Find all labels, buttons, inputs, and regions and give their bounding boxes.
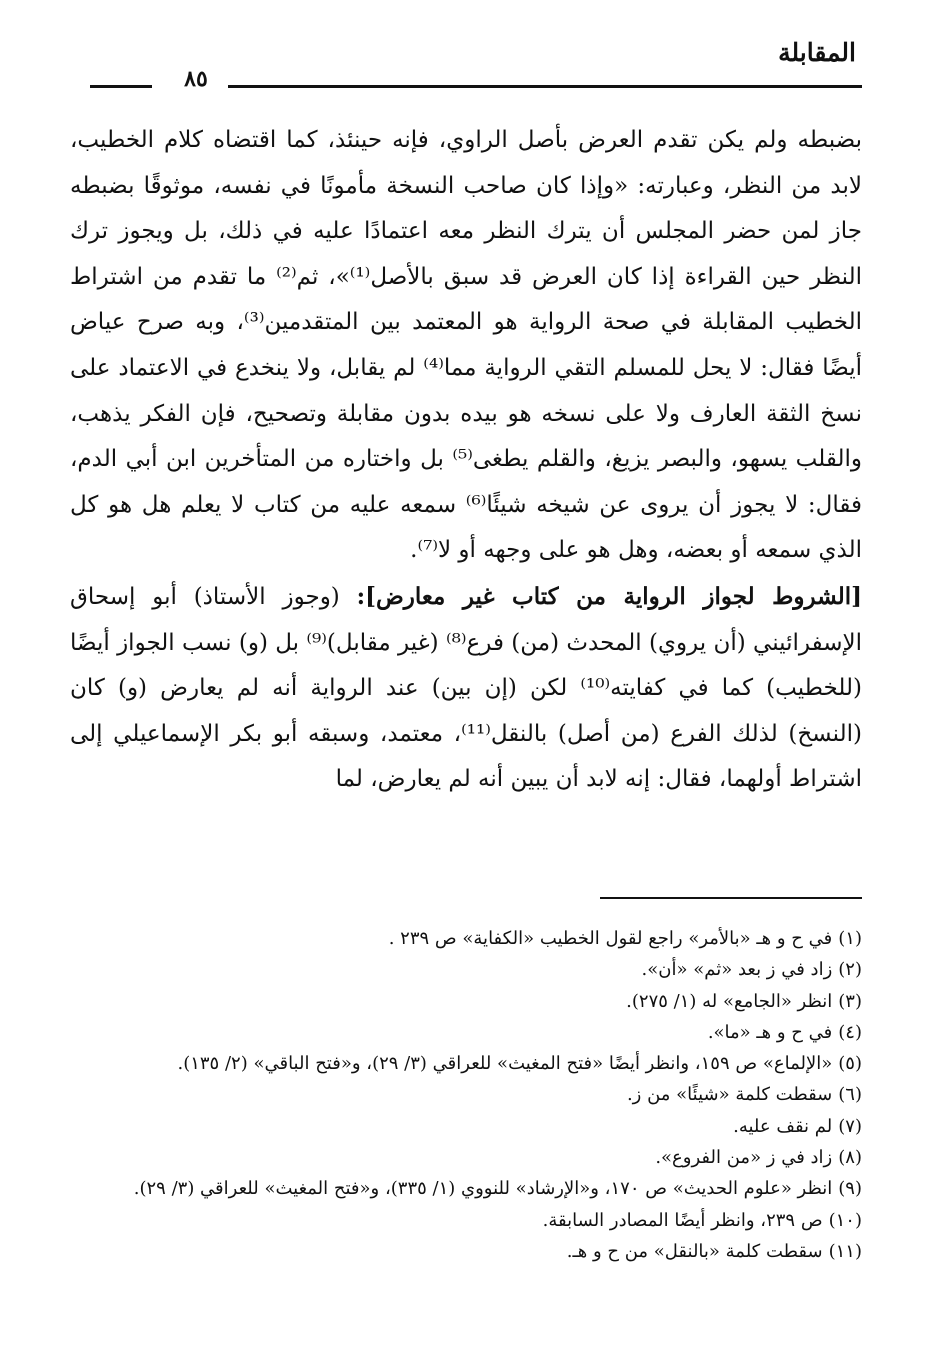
footnote-number: (١) (838, 928, 862, 949)
footnote-text: «الإلماع» ص ١٥٩، وانظر أيضًا «فتح المغيث» للعراقي (٣/ ٢٩)، و«فتح الباقي» (٢/ ١٣٥). (177, 1053, 833, 1075)
footnote (70, 986, 862, 1017)
footnote-number: (٣) (838, 990, 862, 1012)
footnote (70, 1142, 862, 1173)
footnote (70, 923, 862, 954)
section-heading: [الشروط لجواز الرواية من كتاب غير معارض]: (356, 582, 862, 610)
footnote (70, 1111, 862, 1142)
running-title: المقابلة (778, 38, 856, 67)
footnote-text: ص ٢٣٩، وانظر أيضًا المصادر السابقة. (542, 1209, 823, 1231)
footnote (70, 954, 862, 985)
footnote (70, 1173, 862, 1204)
footnote-divider (600, 897, 862, 899)
main-text (70, 118, 862, 803)
footnote-number: (٤) (838, 1021, 862, 1043)
footnote-number: (١٠) (828, 1209, 862, 1231)
footnote-text: سقطت كلمة «بالنقل» من ح و هـ. (566, 1240, 823, 1262)
footnote-text: لم نقف عليه. (733, 1115, 833, 1137)
paragraph (70, 574, 862, 803)
paragraph-text: (وجوز الأستاذ) أبو إسحاق الإسفرائيني (أن يروي) المحدث (من) فرع⁽⁸⁾ (غير مقابل)⁽⁹⁾ بل (و) نسب الجواز أيضًا (للخطيب) كما في كفايته⁽¹⁰⁾ لكن (إن بين) عند الرواية أنه لم يعارض (و) كان (النسخ) لذلك الفرع (من أصل) بالنقل⁽¹¹⁾، معتمد، وسبقه أبو بكر الإسماعيلي إلى اشتراط أولهما، فقال: إنه لابد أن يبين أنه لم يعارض، لما (70, 583, 863, 793)
footnote-text: في ح و هـ «ما». (707, 1021, 833, 1043)
footnote-text: زاد في ز «من الفروع». (655, 1147, 833, 1169)
footnote-number: (٨) (838, 1147, 862, 1169)
footnote-number: (١١) (828, 1240, 862, 1262)
header-rule (228, 85, 862, 88)
footnote-number: (٩) (838, 1178, 862, 1200)
footnote-text: سقطت كلمة «شيئًا» من ز. (626, 1084, 833, 1106)
footnote (70, 1205, 862, 1236)
footnote-list (70, 923, 862, 1267)
footnote (70, 1048, 862, 1079)
footnote-number: (٢) (838, 959, 862, 981)
page-number: ٨٥ (184, 66, 208, 92)
footnote-number: (٥) (838, 1053, 862, 1075)
footnote (70, 1079, 862, 1110)
footnote-number: (٧) (838, 1115, 862, 1137)
footnote-text: انظر «علوم الحديث» ص ١٧٠، و«الإرشاد» للنووي (١/ ٣٣٥)، و«فتح المغيث» للعراقي (٣/ ٢٩). (133, 1178, 833, 1200)
footnote-text: زاد في ز بعد «ثم» «أن». (641, 959, 833, 981)
header-rule-short (90, 85, 152, 88)
footnote-number: (٦) (838, 1084, 862, 1106)
footnote (70, 1236, 862, 1267)
paragraph: بضبطه ولم يكن تقدم العرض بأصل الراوي، فإنه حينئذ، كما اقتضاه كلام الخطيب، لابد من النظر، وعبارته: «وإذا كان صاحب النسخة مأمونًا في نفسه، موثوقًا بضبطه جاز لمن حضر المجلس أن يترك النظر معه اعتمادًا عليه في ذلك، بل ويجوز ترك النظر حين القراءة إذا كان العرض قد سبق بالأصل⁽¹⁾»، ثم⁽²⁾ ما تقدم من اشتراط الخطيب المقابلة في صحة الرواية هو المعتمد بين المتقدمين⁽³⁾، وبه صرح عياض أيضًا فقال: لا يحل للمسلم التقي الرواية مما⁽⁴⁾ لم يقابل، ولا ينخدع في الاعتماد على نسخ الثقة العارف ولا على نسخه هو بيده بدون مقابلة وتصحيح، فإن الفكر يذهب، والقلب يسهو، والبصر يزيغ، والقلم يطغى⁽⁵⁾ بل واختاره من المتأخرين ابن أبي الدم، فقال: لا يجوز أن يروى عن شيخه شيئًا⁽⁶⁾ سمعه عليه من كتاب لا يعلم هل هو كل الذي سمعه أو بعضه، وهل هو على وجهه أو لا⁽⁷⁾. (70, 127, 863, 564)
footnote-text: انظر «الجامع» له (١/ ٢٧٥). (626, 990, 833, 1012)
footnote-text: في ح و هـ «بالأمر» راجع لقول الخطيب «الكفاية» ص ٢٣٩ . (388, 928, 833, 949)
footnote (70, 1017, 862, 1048)
